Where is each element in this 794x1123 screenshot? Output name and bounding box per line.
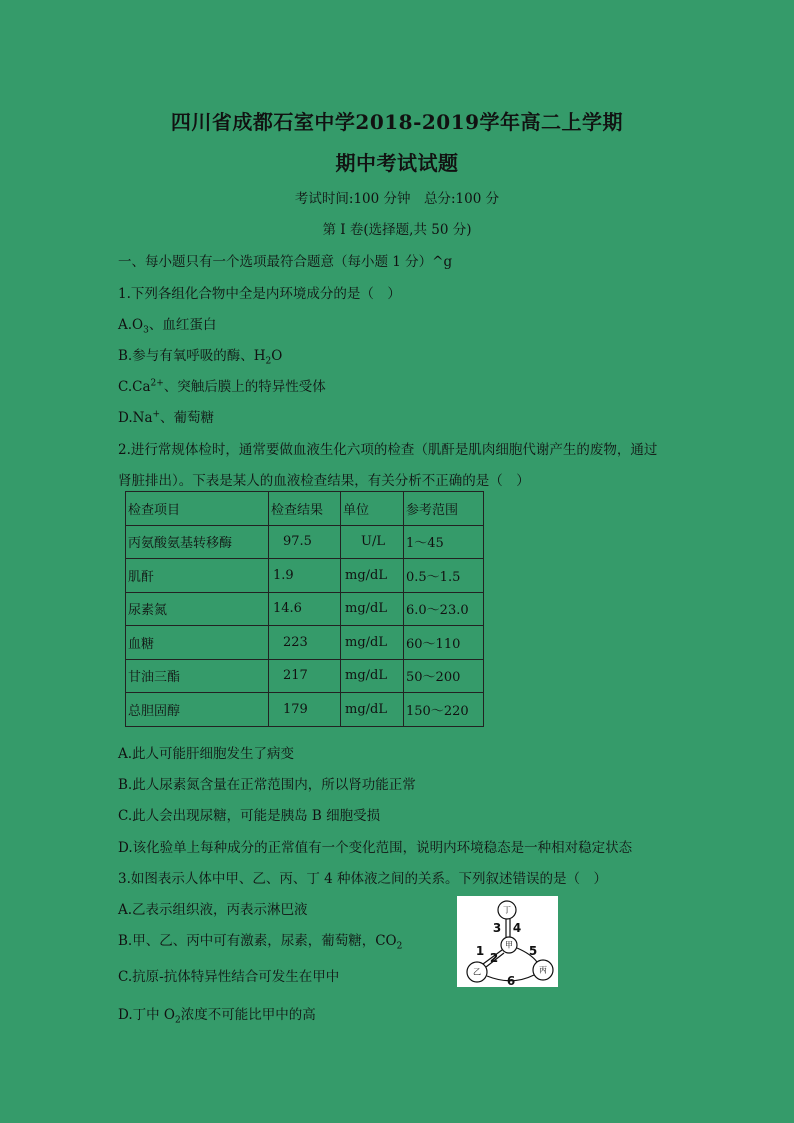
table-cell: 1～45 [404,525,484,559]
question-1-option-d [118,406,214,426]
option-text: D.丁中 O [118,1007,175,1023]
question-2-option-c: C.此人会出现尿糖，可能是胰岛 B 细胞受损 [118,808,381,824]
option-text: A.O [118,317,144,333]
table-cell: mg/dL [341,626,404,660]
question-3-stem: 3.如图表示人体中甲、乙、丙、丁 4 种体液之间的关系。下列叙述错误的是（ ） [118,871,608,887]
arrow-label-5: 5 [528,944,538,958]
question-1-option-a [118,313,216,336]
superscript: 2+ [150,378,164,389]
option-text: B.甲、乙、丙中可有激素，尿素，葡萄糖，CO [118,933,397,949]
arrow-label-6: 6 [506,974,516,987]
question-2-option-d: D.该化验单上每种成分的正常值有一个变化范围，说明内环境稳态是一种相对稳定状态 [118,840,633,856]
option-text: C.抗原-抗体特异性结合可发生在甲中 [118,969,340,985]
table-cell: 尿素氮 [126,592,269,626]
table-cell: 总胆固醇 [126,693,269,727]
question-2-option-b: B.此人尿素氮含量在正常范围内，所以肾功能正常 [118,777,416,793]
subscript: 2 [265,356,272,367]
section-heading: 第 I 卷(选择题,共 50 分) [322,222,472,238]
option-text: A.乙表示组织液，丙表示淋巴液 [118,902,308,918]
arrow-label-1: 1 [475,944,485,958]
table-cell: 217 [269,659,341,693]
table-cell: 1.9 [269,559,341,593]
table-cell: U/L [341,525,404,559]
node-bing-label: 丙 [539,965,547,975]
arrow-label-3: 3 [492,921,502,935]
table-cell: 50～200 [404,659,484,693]
option-text: C.Ca [118,379,151,395]
table-cell: 150～220 [404,693,484,727]
question-2-option-a: A.此人可能肝细胞发生了病变 [118,746,295,762]
body-fluid-diagram-svg [457,896,558,987]
subscript: 2 [175,1015,181,1026]
option-text: 、血红蛋白 [148,317,217,333]
body-fluid-diagram [457,896,558,987]
node-jia-label: 甲 [505,940,513,950]
arrow-label-4: 4 [512,921,522,935]
option-text: O [271,348,283,364]
option-text: 、葡萄糖 [160,410,215,426]
table-cell: 丙氨酸氨基转移酶 [126,525,269,559]
table-header: 单位 [341,492,404,526]
node-ding-label: 丁 [503,905,511,915]
table-cell: 0.5～1.5 [404,559,484,593]
option-text: B.参与有氧呼吸的酶、H [118,348,266,364]
table-header: 参考范围 [404,492,484,526]
table-row [126,693,484,727]
option-text: 浓度不可能比甲中的高 [180,1007,316,1023]
table-row [126,559,484,593]
table-cell: mg/dL [341,592,404,626]
question-3-option-d [118,1003,316,1026]
table-cell: mg/dL [341,559,404,593]
paper-title-line1: 四川省成都石室中学2018-2019学年高二上学期 [170,110,624,134]
paper-title-line2: 期中考试试题 [335,151,459,175]
instructions: 一、每小题只有一个选项最符合题意（每小题 1 分）^g [118,254,453,270]
table-cell: 223 [269,626,341,660]
question-3-option-a [118,898,308,918]
option-text: 、突触后膜上的特异性受体 [163,379,326,395]
table-header: 检查项目 [126,492,269,526]
question-1-option-b [118,344,282,367]
table-row [126,592,484,626]
table-cell: 血糖 [126,626,269,660]
subscript: 3 [143,325,149,336]
option-text: D.Na [118,410,153,426]
table-header: 检查结果 [269,492,341,526]
question-3-option-b [118,929,402,952]
table-cell: 179 [269,693,341,727]
table-cell: mg/dL [341,693,404,727]
node-yi-label: 乙 [473,967,481,977]
question-3-option-c [118,965,339,985]
table-row [126,525,484,559]
question-2-stem-line2: 肾脏排出）。下表是某人的血液检查结果，有关分析不正确的是（ ） [118,473,530,489]
blood-test-table [125,491,484,727]
table-cell: 14.6 [269,592,341,626]
table-header-row [126,492,484,526]
table-cell: 60～110 [404,626,484,660]
table-cell: 6.0～23.0 [404,592,484,626]
question-2-stem-line1: 2.进行常规体检时，通常要做血液生化六项的检查（肌酐是肌肉细胞代谢产生的废物，通过 [118,442,658,458]
table-row [126,626,484,660]
question-1-stem: 1.下列各组化合物中全是内环境成分的是（ ） [118,286,401,302]
table-cell: 甘油三酯 [126,659,269,693]
table-cell: 97.5 [269,525,341,559]
table-cell: 肌酐 [126,559,269,593]
arrow-label-2: 2 [489,951,499,965]
superscript: + [152,409,161,420]
table-row [126,659,484,693]
table-cell: mg/dL [341,659,404,693]
question-1-option-c [118,375,326,395]
exam-info: 考试时间:100 分钟 总分:100 分 [294,191,500,207]
subscript: 2 [396,941,403,952]
